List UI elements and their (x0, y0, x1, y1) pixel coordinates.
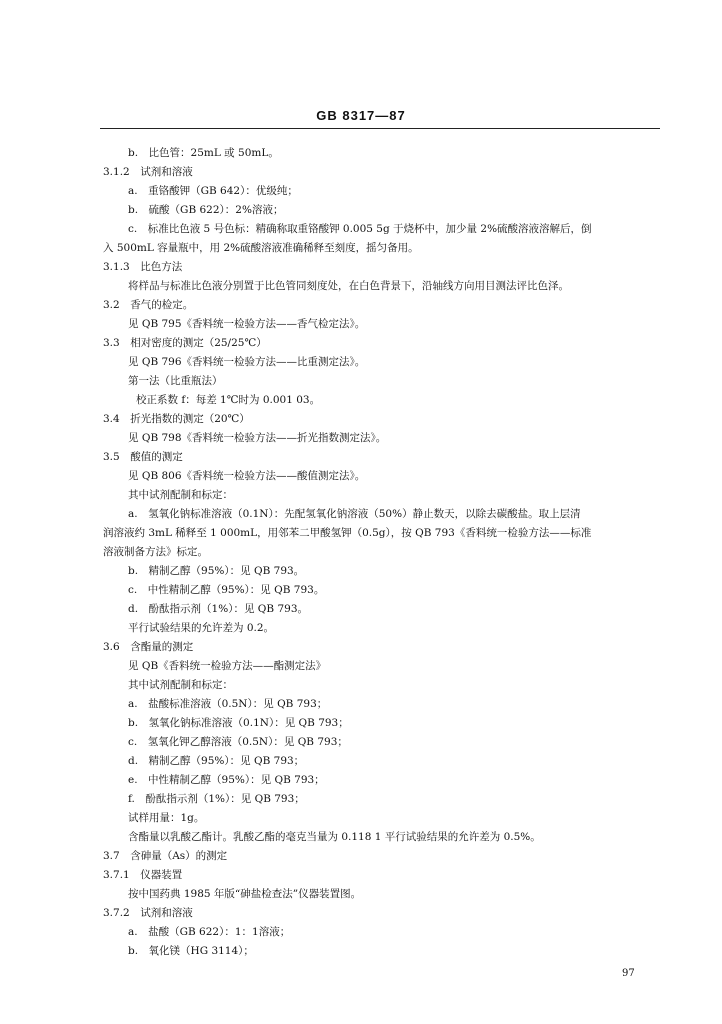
text-line: 平行试验结果的允许差为 0.2。 (128, 622, 275, 634)
text-line: 按中国药典 1985 年版“砷盐检查法”仪器装置图。 (128, 888, 362, 900)
text-line: 3.2 香气的检定。 (103, 299, 194, 311)
text-line: 入 500mL 容量瓶中，用 2%硫酸溶液准确稀释至刻度，摇匀备用。 (103, 242, 419, 254)
text-line: 见 QB 795《香料统一检验方法——香气检定法》。 (128, 318, 366, 330)
text-line: a. 盐酸（GB 622）：1：1溶液； (128, 926, 291, 938)
text-line: c. 中性精制乙醇（95%）：见 QB 793。 (128, 584, 325, 596)
text-line: b. 氢氧化钠标准溶液（0.1N）：见 QB 793； (128, 717, 349, 729)
text-line: 3.1.3 比色方法 (103, 261, 183, 273)
text-line: 见 QB 796《香料统一检验方法——比重测定法》。 (128, 356, 366, 368)
text-line: 见 QB 806《香料统一检验方法——酸值测定法》。 (128, 470, 366, 482)
text-line: 见 QB 798《香料统一检验方法——折光指数测定法》。 (128, 432, 387, 444)
text-line: 3.3 相对密度的测定（25/25℃） (103, 337, 267, 349)
text-line: 3.7.1 仪器装置 (103, 869, 183, 881)
text-line: c. 氢氧化钾乙醇溶液（0.5N）：见 QB 793； (128, 736, 348, 748)
text-line: 见 QB《香料统一检验方法——酯测定法》 (128, 660, 327, 672)
text-line: 校正系数 f：每差 1℃时为 0.001 03。 (136, 394, 321, 406)
text-line: 试样用量：1g。 (128, 812, 205, 824)
text-line: 3.7.2 试剂和溶液 (103, 907, 193, 919)
header-rule (100, 128, 660, 129)
text-line: 第一法（比重瓶法） (128, 375, 223, 387)
text-line: 溶液制备方法》标定。 (103, 546, 208, 558)
text-line: 3.6 含酯量的测定 (103, 641, 194, 653)
text-line: b. 硫酸（GB 622）：2%溶液； (128, 204, 284, 216)
text-line: b. 氧化镁（HG 3114）； (128, 945, 254, 957)
text-line: f. 酚酞指示剂（1%）：见 QB 793； (128, 793, 305, 805)
text-line: a. 盐酸标准溶液（0.5N）：见 QB 793； (128, 698, 328, 710)
text-line: 3.4 折光指数的测定（20℃） (103, 413, 250, 425)
text-line: 其中试剂配制和标定： (128, 679, 233, 691)
text-line: 含酯量以乳酸乙酯计。乳酸乙酯的毫克当量为 0.118 1 平行试验结果的允许差为 0.5%。 (128, 831, 541, 843)
text-line: 润溶液约 3mL 稀释至 1 000mL，用邻苯二甲酸氢钾（0.5g），按 QB 793《香料统一检验方法——标准 (103, 527, 592, 539)
document-header: GB 8317—87 (316, 108, 406, 123)
page-number: 97 (622, 968, 635, 979)
text-line: 其中试剂配制和标定： (128, 489, 233, 501)
text-line: d. 酚酞指示剂（1%）：见 QB 793。 (128, 603, 309, 615)
text-line: a. 氢氧化钠标准溶液（0.1N）：先配氢氧化钠溶液（50%）静止数天，以除去碳酸盐。取上层清 (128, 508, 581, 520)
text-line: 3.7 含砷量（As）的测定 (103, 850, 228, 862)
text-line: d. 精制乙醇（95%）：见 QB 793； (128, 755, 305, 767)
text-line: e. 中性精制乙醇（95%）：见 QB 793； (128, 774, 325, 786)
text-line: a. 重铬酸钾（GB 642）：优级纯； (128, 185, 298, 197)
text-line: b. 比色管：25mL 或 50mL。 (128, 147, 279, 159)
text-line: 3.5 酸值的测定 (103, 451, 183, 463)
text-line: 将样品与标准比色液分别置于比色管同刻度处，在白色背景下，沿轴线方向用目测法评比色泽。 (128, 280, 569, 292)
text-line: c. 标准比色液 5 号色标：精确称取重铬酸钾 0.005 5g 于烧杯中，加少量 2%硫酸溶液溶解后，倒 (128, 223, 592, 235)
text-line: 3.1.2 试剂和溶液 (103, 166, 193, 178)
text-line: b. 精制乙醇（95%）：见 QB 793。 (128, 565, 305, 577)
